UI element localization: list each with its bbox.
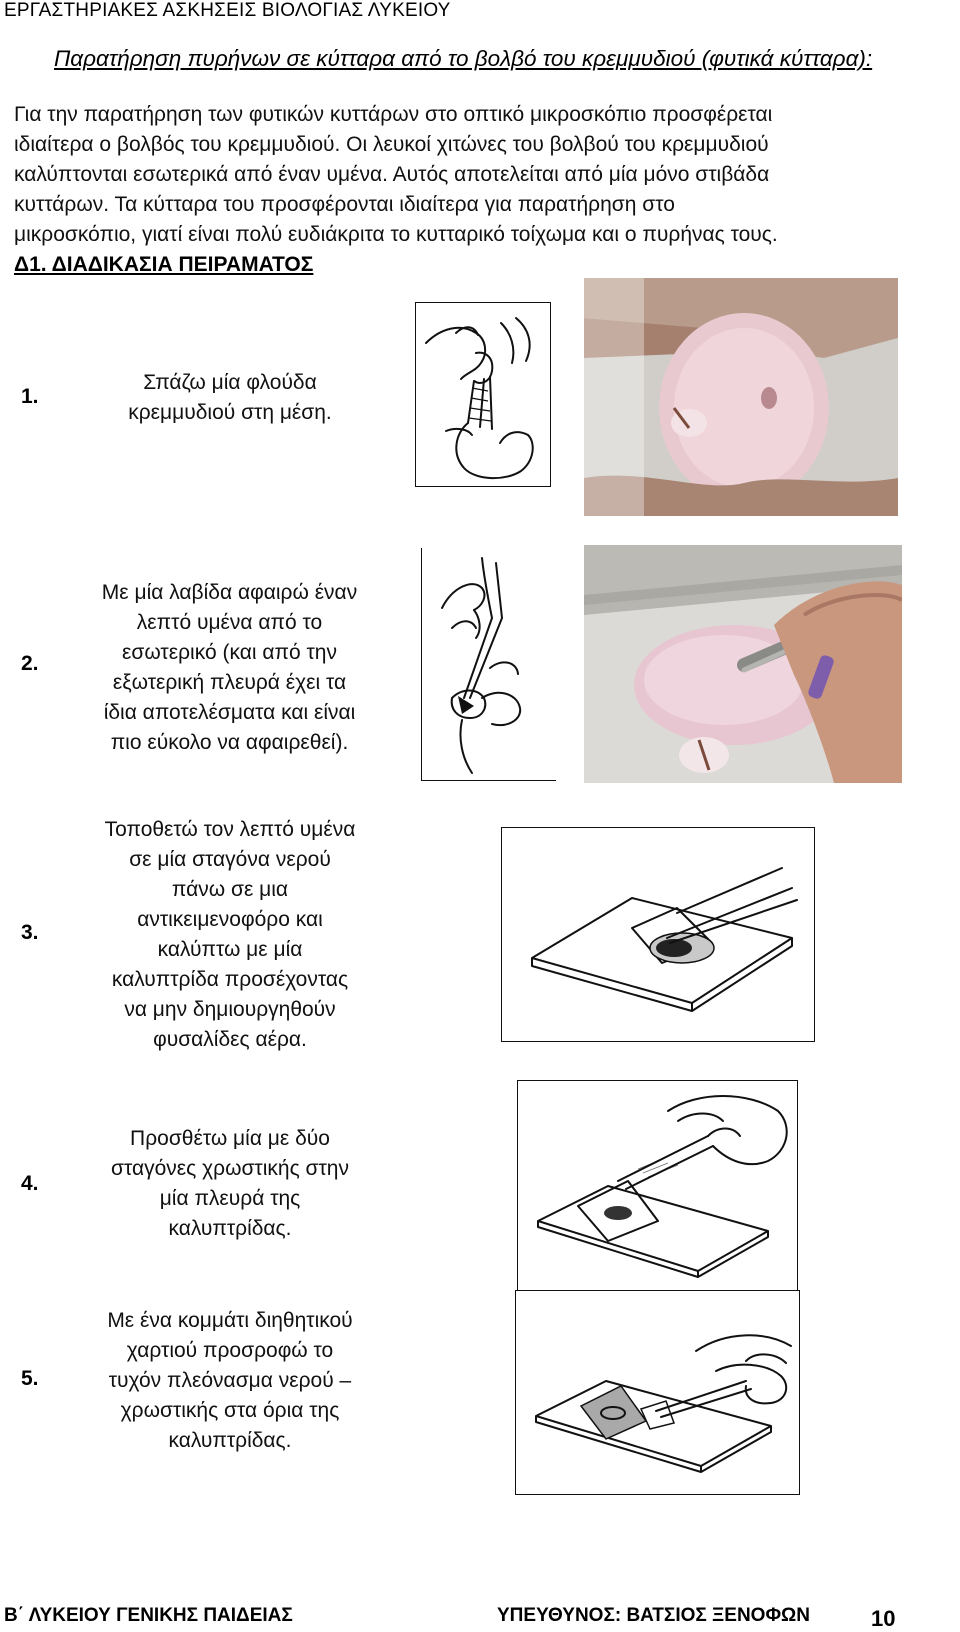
step-2-number: 2. (21, 652, 39, 675)
step-3-text (60, 815, 400, 1055)
step-line: καλύπτω με μία (157, 938, 303, 961)
step-line: σταγόνες χρωστικής στην (111, 1157, 349, 1180)
step-line: Με μία λαβίδα αφαιρώ έναν (101, 581, 358, 604)
onion-peel-photo (584, 278, 898, 516)
footer-author: ΥΠΕΥΘΥΝΟΣ: ΒΑΤΣΙΟΣ ΞΕΝΟΦΩΝ (497, 1605, 811, 1626)
step-4-text (75, 1124, 385, 1244)
step-line: κρεμμυδιού στη μέση. (128, 401, 332, 424)
page-number: 10 (871, 1606, 896, 1631)
intro-line: μικροσκόπιο, γιατί είναι πολύ ευδιάκριτα το κυτταρικό τοίχωμα και ο πυρήνας τους. (14, 223, 778, 246)
step-line: αντικειμενοφόρο και (137, 908, 323, 931)
step-4-number: 4. (21, 1172, 39, 1195)
step-line: Σπάζω μία φλούδα (143, 371, 317, 394)
step-line: χαρτιού προσροφώ το (126, 1339, 334, 1362)
adding-stain-illustration (518, 1081, 797, 1291)
step-line: λεπτό υμένα από το (136, 611, 323, 634)
intro-line: ιδιαίτερα ο βολβός του κρεμμυδιού. Οι λευκοί χιτώνες του βολβού του κρεμμυδιού (14, 133, 769, 156)
step-line: φυσαλίδες αέρα. (153, 1028, 307, 1051)
step-line: σε μία σταγόνα νερού (129, 848, 331, 871)
step-2-text (62, 578, 397, 758)
intro-line: κυττάρων. Τα κύτταρα του προσφέρονται ιδιαίτερα για παρατήρηση στο (14, 193, 675, 216)
step-line: Προσθέτω μία με δύο (130, 1127, 330, 1150)
step-4-drawing (517, 1080, 798, 1292)
intro-line: Για την παρατήρηση των φυτικών κυττάρων στο οπτικό μικροσκόπιο προσφέρεται (14, 103, 773, 126)
step-line: εξωτερική πλευρά έχει τα (112, 671, 347, 694)
step-line: να μην δημιουργηθούν (124, 998, 336, 1021)
step-line: καλυπτρίδα προσέχοντας (111, 968, 349, 991)
step-line: χρωστικής στα όρια της (120, 1399, 340, 1422)
intro-paragraph (14, 100, 949, 250)
step-5-drawing (515, 1290, 800, 1495)
step-line: πάνω σε μια (171, 878, 289, 901)
coverslip-placement-illustration (502, 828, 814, 1041)
step-line: εσωτερικό (και από την (122, 641, 337, 664)
step-5-number: 5. (21, 1367, 39, 1390)
step-2-drawing (421, 548, 556, 781)
step-2-photo (584, 545, 902, 783)
step-line: τυχόν πλεόνασμα νερού – (108, 1369, 352, 1392)
step-1-photo (584, 278, 898, 516)
step-line: καλυπτρίδας. (168, 1217, 292, 1240)
forceps-removing-membrane-illustration (422, 548, 556, 780)
step-line: Με ένα κομμάτι διηθητικού (107, 1309, 353, 1332)
step-line: ίδια αποτελέσματα και είναι (103, 701, 356, 724)
intro-line: καλύπτονται εσωτερικά από έναν υμένα. Αυτός αποτελείται από μία μόνο στιβάδα (14, 163, 770, 186)
page-title: Παρατήρηση πυρήνων σε κύτταρα από το βολβό του κρεμμυδιού (φυτικά κύτταρα): (54, 46, 873, 71)
step-line: πιο εύκολο να αφαιρεθεί). (110, 731, 349, 754)
hand-breaking-onion-illustration (416, 303, 550, 486)
section-heading: Δ1. ΔΙΑΔΙΚΑΣΙΑ ΠΕΙΡΑΜΑΤΟΣ (14, 253, 314, 276)
membrane-peeling-photo (584, 545, 902, 783)
footer-course: Β΄ ΛΥΚΕΙΟΥ ΓΕΝΙΚΗΣ ΠΑΙΔΕΙΑΣ (4, 1605, 293, 1626)
step-3-number: 3. (21, 921, 39, 944)
step-line: καλυπτρίδας. (168, 1429, 292, 1452)
step-1-drawing (415, 302, 551, 487)
step-1-number: 1. (21, 385, 39, 408)
step-3-drawing (501, 827, 815, 1042)
blotting-paper-illustration (516, 1291, 799, 1494)
step-5-text (72, 1306, 388, 1456)
step-line: μία πλευρά της (159, 1187, 301, 1210)
step-1-text (90, 368, 370, 428)
step-line: Τοποθετώ τον λεπτό υμένα (104, 818, 356, 841)
document-header: ΕΡΓΑΣΤΗΡΙΑΚΕΣ ΑΣΚΗΣΕΙΣ ΒΙΟΛΟΓΙΑΣ ΛΥΚΕΙΟΥ (4, 0, 451, 21)
